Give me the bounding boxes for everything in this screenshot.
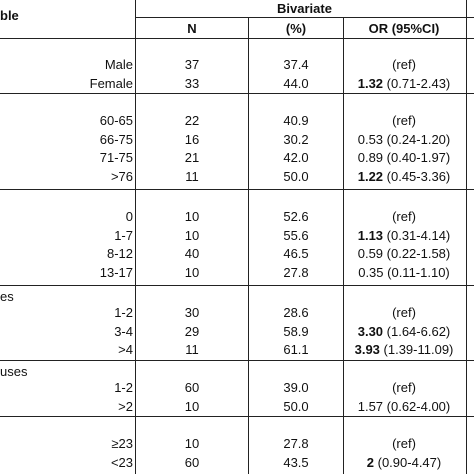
or-confidence-interval: (0.90-4.47) (374, 454, 442, 470)
or-estimate-bold: 1.13 (357, 227, 384, 243)
pct-cell: 42.0 (283, 150, 309, 166)
or-estimate-bold: 2 (366, 454, 375, 470)
bivariate-group-header: Bivariate (277, 1, 332, 16)
n-cell: 21 (184, 150, 200, 166)
or-cell: 1.57 (0.62-4.00) (357, 398, 451, 414)
pct-cell: 52.6 (283, 209, 309, 224)
section-divider (0, 285, 474, 286)
category-cell: 1-2 (114, 380, 133, 395)
category-cell: 1-7 (114, 227, 133, 243)
pct-cell: 37.4 (283, 57, 309, 72)
pct-cell: 39.0 (283, 380, 309, 395)
pct-cell: 50.0 (283, 398, 309, 414)
pct-cell: 27.8 (283, 264, 309, 280)
or-confidence-interval: (0.71-2.43) (383, 75, 451, 91)
or-confidence-interval: (0.31-4.14) (383, 227, 451, 243)
category-cell: >4 (118, 342, 133, 358)
or-estimate-bold: 3.30 (357, 323, 384, 339)
section-divider (0, 189, 474, 190)
category-cell: 1-2 (114, 305, 133, 320)
pct-column-header: (%) (285, 21, 307, 36)
category-cell: ≥23 (111, 436, 133, 451)
column-border (248, 17, 249, 474)
n-cell: 11 (185, 342, 199, 358)
or-cell: (ref) (392, 380, 416, 395)
n-cell: 29 (184, 323, 200, 339)
or-cell (344, 169, 464, 185)
n-cell: 22 (184, 113, 200, 128)
n-cell: 60 (184, 454, 200, 470)
category-cell: 8-12 (106, 246, 133, 262)
pct-cell: 58.9 (283, 323, 309, 339)
column-border (466, 0, 467, 474)
or-cell (344, 455, 464, 471)
n-cell: 16 (184, 131, 200, 147)
section-divider (0, 93, 474, 94)
category-cell: 71-75 (99, 150, 133, 166)
pct-cell: 50.0 (283, 168, 309, 184)
n-cell: 33 (184, 75, 200, 91)
section-divider (0, 360, 474, 361)
section-divider (0, 416, 474, 417)
n-cell: 10 (184, 398, 200, 414)
category-cell: >2 (118, 398, 133, 414)
section-label: es (0, 289, 14, 304)
pct-cell: 43.5 (283, 454, 309, 470)
pct-cell: 30.2 (283, 131, 309, 147)
pct-cell: 46.5 (283, 246, 309, 262)
category-cell: 0 (125, 209, 133, 224)
n-cell: 30 (184, 305, 200, 320)
n-cell: 10 (184, 436, 200, 451)
pct-cell: 55.6 (283, 227, 309, 243)
variable-column-header: ble (0, 8, 19, 23)
pct-cell: 28.6 (283, 305, 309, 320)
or-cell (344, 76, 464, 92)
or-cell: 0.53 (0.24-1.20) (357, 131, 451, 147)
or-estimate-bold: 3.93 (354, 342, 380, 358)
pct-cell: 44.0 (283, 75, 309, 91)
n-cell: 37 (184, 57, 200, 72)
or-confidence-interval: (1.64-6.62) (383, 323, 451, 339)
category-cell: Female (89, 75, 133, 91)
section-label: uses (0, 364, 28, 379)
pct-cell: 61.1 (283, 342, 309, 358)
category-cell: >76 (110, 168, 133, 184)
or-cell: (ref) (392, 305, 416, 320)
n-cell: 11 (185, 168, 199, 184)
category-cell: 3-4 (114, 323, 133, 339)
or-column-header: OR (95%CI) (368, 21, 440, 36)
or-cell (344, 228, 464, 244)
column-border (135, 0, 136, 474)
or-estimate-bold: 1.32 (357, 75, 384, 91)
category-cell: <23 (110, 454, 133, 470)
or-cell: (ref) (392, 57, 416, 72)
n-cell: 10 (184, 264, 200, 280)
or-cell (344, 324, 464, 340)
n-cell: 40 (184, 246, 200, 262)
header-divider (135, 17, 474, 18)
or-cell: (ref) (392, 209, 416, 224)
category-cell: 60-65 (99, 113, 133, 128)
n-cell: 60 (184, 380, 200, 395)
or-cell: (ref) (392, 436, 416, 451)
category-cell: 13-17 (99, 264, 133, 280)
column-border (343, 17, 344, 474)
or-cell (344, 342, 464, 358)
or-cell: 0.35 (0.11-1.10) (358, 264, 450, 280)
or-confidence-interval: (0.45-3.36) (383, 168, 451, 184)
pct-cell: 27.8 (283, 436, 309, 451)
or-cell: 0.59 (0.22-1.58) (357, 246, 451, 262)
or-cell: 0.89 (0.40-1.97) (357, 150, 451, 166)
header-bottom-border (0, 38, 474, 39)
pct-cell: 40.9 (283, 113, 309, 128)
category-cell: 66-75 (99, 131, 133, 147)
category-cell: Male (104, 57, 133, 72)
n-cell: 10 (184, 227, 200, 243)
n-column-header: N (187, 21, 197, 36)
or-confidence-interval: (1.39-11.09) (379, 342, 454, 358)
or-cell: (ref) (392, 113, 416, 128)
n-cell: 10 (184, 209, 200, 224)
or-estimate-bold: 1.22 (357, 168, 384, 184)
